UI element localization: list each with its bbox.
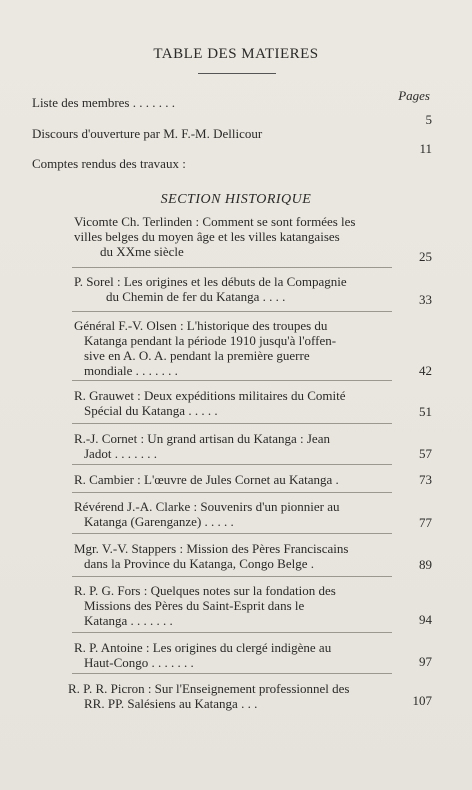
entry-divider [72,380,392,381]
toc-entry [74,583,336,628]
toc-page-number: 51 [419,404,432,419]
toc-entry-line: Spécial du Katanga . . . . . [84,403,218,418]
toc-entry-line: Katanga . . . . . . . [84,613,173,628]
toc-entry-line: villes belges du moyen âge et les villes katangaises [74,229,340,244]
toc-entry-line: Comptes rendus des travaux : [32,156,186,171]
toc-entry-line: P. Sorel : Les origines et les débuts de la Compagnie [74,274,347,289]
toc-entry-line: sive en A. O. A. pendant la première guerre [84,348,310,363]
toc-entry-opening-speech [32,126,262,141]
toc-page-number: 33 [419,292,432,307]
toc-entry-line: Jadot . . . . . . . [84,446,157,461]
entry-divider [72,423,392,424]
pages-column-label: Pages [398,88,430,103]
entry-divider [72,267,392,268]
toc-entry-line: R. Cambier : L'œuvre de Jules Cornet au Katanga . [74,472,339,487]
toc-entry-line: Général F.-V. Olsen : L'historique des troupes du [74,318,328,333]
toc-page-number: 5 [425,112,432,127]
toc-entry-line: Révérend J.-A. Clarke : Souvenirs d'un pionnier au [74,499,340,514]
toc-entry-line: Katanga pendant la période 1910 jusqu'à l'offen- [84,333,337,348]
toc-entry-line: R. P. R. Picron : Sur l'Enseignement professionnel des [68,681,350,696]
entry-divider [72,576,392,577]
toc-page-number: 73 [419,472,432,487]
toc-entry-line: du Chemin de fer du Katanga . . . . [106,289,286,304]
toc-entry [74,499,340,529]
toc-entry-line: mondiale . . . . . . . [84,363,178,378]
toc-page-number: 25 [419,249,432,264]
toc-entry-members [32,95,175,110]
toc-entry-line: R. Grauwet : Deux expéditions militaires du Comité [74,388,346,403]
toc-entry-reports [32,156,186,171]
entry-divider [72,311,392,312]
toc-page-number: 57 [419,446,432,461]
toc-entry-line: du XXme siècle [100,244,184,259]
toc-entry-line: Haut-Congo . . . . . . . [84,655,194,670]
toc-entry-line: Katanga (Garenganze) . . . . . [84,514,234,529]
toc-entry [74,431,330,461]
toc-entry-line: R. P. G. Fors : Quelques notes sur la fondation des [74,583,336,598]
toc-entry [74,318,336,378]
toc-entry [68,681,349,711]
toc-page-number: 42 [419,363,432,378]
toc-page-number: 107 [412,693,432,708]
page-title: TABLE DES MATIERES [153,46,319,62]
toc-entry-line: R.-J. Cornet : Un grand artisan du Katanga : Jean [74,431,330,446]
toc-page-number: 11 [419,141,432,156]
toc-entry [74,541,348,571]
toc-entry-line: dans la Province du Katanga, Congo Belge . [84,556,314,571]
toc-entry-line: Liste des membres . . . . . . . [32,95,175,110]
toc-entry-line: RR. PP. Salésiens au Katanga . . . [84,696,258,711]
entry-divider [72,464,392,465]
toc-entry-line: Mgr. V.-V. Stappers : Mission des Pères Franciscains [74,541,349,556]
toc-entry-line: Discours d'ouverture par M. F.-M. Dellicour [32,126,263,141]
entry-divider [72,492,392,493]
toc-entry-line: R. P. Antoine : Les origines du clergé indigène au [74,640,332,655]
section-heading: SECTION HISTORIQUE [160,192,312,207]
entry-divider [72,632,392,633]
toc-page-number: 77 [419,515,432,530]
entry-divider [72,673,392,674]
toc-page-number: 89 [419,557,432,572]
toc-entry-line: Missions des Pères du Saint-Esprit dans le [84,598,305,613]
toc-entry [74,388,346,418]
toc-entry [74,472,339,487]
entry-divider [72,533,392,534]
toc-entry [74,214,356,259]
toc-entry-line: Vicomte Ch. Terlinden : Comment se sont formées les [74,214,356,229]
toc-entry [74,640,331,670]
toc-page-number: 94 [419,612,432,627]
toc-entry [74,274,347,304]
title-underline [198,73,276,74]
toc-page-number: 97 [419,654,432,669]
